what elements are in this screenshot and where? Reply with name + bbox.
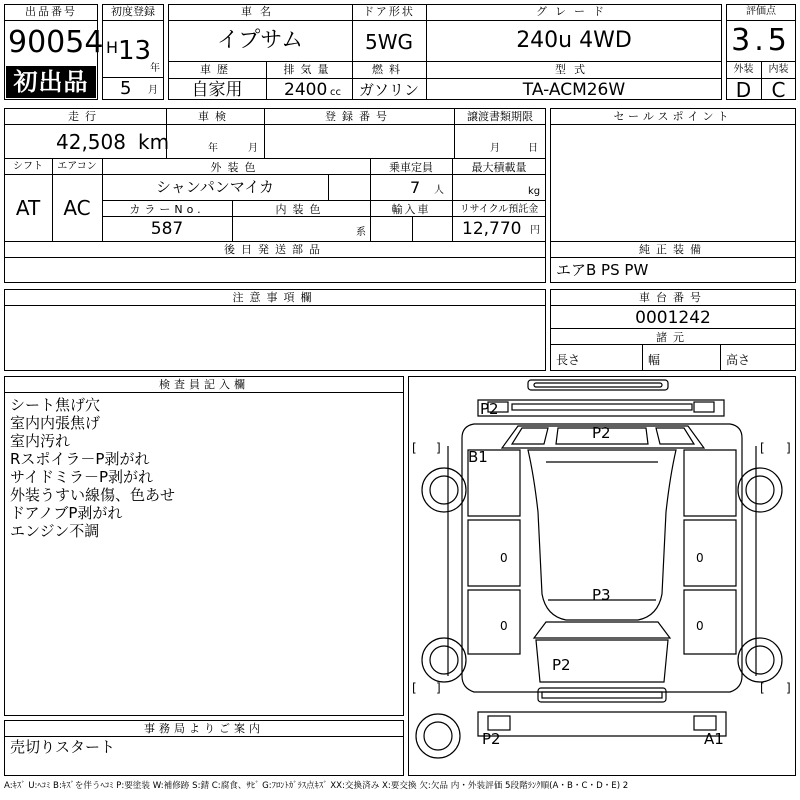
interior-label: 内装	[768, 64, 789, 75]
interior-grade: C	[771, 78, 786, 102]
mark-rear-left-side: B1	[468, 448, 488, 466]
capacity: 7	[410, 178, 421, 197]
interior-color-label: 内装色	[275, 203, 327, 216]
recycle-unit: 円	[530, 225, 540, 236]
notes-label: 注意事項欄	[232, 291, 318, 304]
door-label: ドア形状	[363, 5, 415, 18]
inspector-note: シート焦げ穴	[10, 396, 101, 414]
inspector-note: 外装うすい線傷、色あせ	[10, 486, 176, 504]
reg-year: 13	[118, 36, 152, 66]
month-unit: 月	[148, 85, 158, 96]
svg-text:0: 0	[696, 619, 704, 633]
reg-month: 5	[120, 78, 132, 99]
svg-text:[: [	[412, 441, 417, 455]
era: H	[106, 38, 119, 57]
history: 自家用	[191, 80, 243, 100]
mark-front-left: P2	[482, 730, 501, 748]
lot-number: 90054	[8, 25, 104, 60]
score: 3.5	[731, 23, 791, 58]
import-label: 輸入車	[391, 203, 431, 216]
genuine-equipment: エアB PS PW	[556, 261, 649, 279]
model-label: 型式	[555, 63, 593, 76]
load-unit: kg	[528, 186, 541, 197]
inspector-notes	[10, 396, 175, 540]
displacement-unit: cc	[330, 87, 341, 98]
ac-label: エアコン	[57, 161, 97, 172]
grade: 240u 4WD	[516, 28, 632, 53]
mileage: 42,508	[56, 130, 126, 154]
inspection-year-unit: 年	[208, 143, 218, 154]
sales-point-label: セールスポイント	[613, 110, 733, 123]
inspector-note: エンジン不調	[10, 522, 100, 540]
inspector-note: 室内汚れ	[10, 432, 71, 450]
length-label: 長さ	[556, 353, 581, 367]
grade-label: グレード	[536, 5, 612, 18]
office-note: 売切りスタート	[10, 738, 116, 756]
inspector-note: Rスポイラ－P剥がれ	[10, 450, 150, 468]
shift-label: シフト	[13, 161, 43, 172]
chassis-label: 車台番号	[639, 291, 707, 304]
interior-color-unit: 系	[356, 227, 366, 238]
inspector-note: サイドミラ－P剥がれ	[10, 468, 153, 486]
first-reg-label: 初度登録	[111, 5, 155, 18]
mark-front-right: A1	[704, 730, 724, 748]
capacity-label: 乗車定員	[389, 161, 433, 174]
transfer-month-unit: 月	[490, 143, 500, 154]
model: TA-ACM26W	[522, 80, 626, 100]
car-name-label: 車名	[241, 5, 279, 18]
color-no-label: カラーNo.	[129, 203, 205, 216]
inspection-month-unit: 月	[248, 143, 258, 154]
inspector-note: ドアノブP剥がれ	[10, 504, 123, 522]
first-listing-badge: 初出品	[6, 66, 96, 98]
displacement-label: 排気量	[283, 63, 335, 76]
genuine-equipment-label: 純正装備	[639, 243, 707, 256]
fuel: ガソリン	[358, 81, 419, 99]
year-unit: 年	[150, 63, 160, 74]
svg-text:0: 0	[500, 619, 508, 633]
fuel-label: 燃料	[372, 63, 406, 76]
shift: AT	[15, 196, 41, 220]
width-label: 幅	[648, 353, 661, 367]
displacement: 2400	[284, 80, 328, 100]
office-label: 事務局よりご案内	[144, 722, 264, 735]
door: 5WG	[365, 30, 413, 54]
color-label: 外装色	[210, 161, 262, 174]
svg-text:[: [	[760, 681, 765, 695]
capacity-unit: 人	[434, 185, 444, 196]
score-label: 評価点	[746, 6, 776, 17]
recycle: 12,770	[462, 219, 522, 239]
svg-text:]: ]	[786, 441, 791, 455]
mark-hood: P2	[552, 656, 571, 674]
svg-text:]: ]	[786, 681, 791, 695]
mark-rear-glass: P2	[592, 424, 611, 442]
load-label: 最大積載量	[471, 161, 527, 174]
transfer-day-unit: 日	[528, 143, 538, 154]
reg-no-label: 登録番号	[325, 110, 393, 123]
svg-text:[: [	[760, 441, 765, 455]
height-label: 高さ	[726, 353, 751, 367]
legend: A:ｷｽﾞ U:ﾍｺﾐ B:ｷｽﾞを伴うﾍｺﾐ P:要塗装 W:補修跡 S:錆 C:腐食、ｻﾋﾞ G:ﾌﾛﾝﾄｶﾞﾗｽ点ｷｽﾞ XX:交換済み X:要交換 欠:欠品 内・外装評価 5段階ﾗﾝｸ順(A・B・C・D・E) 2	[4, 781, 629, 791]
mark-roof: P3	[592, 586, 611, 604]
svg-text:]: ]	[436, 441, 441, 455]
sales-point-box	[550, 108, 796, 242]
transfer-label: 譲渡書類期限	[467, 110, 533, 123]
mark-rear-left: P2	[480, 400, 499, 418]
svg-text:0: 0	[500, 551, 508, 565]
later-parts-label: 後日発送部品	[224, 243, 326, 256]
exterior-label: 外装	[733, 64, 754, 75]
mileage-label: 走行	[68, 110, 102, 123]
svg-text:[: [	[412, 681, 417, 695]
mileage-unit: km	[138, 130, 170, 154]
ac: AC	[63, 196, 91, 220]
lot-label: 出品番号	[25, 5, 77, 18]
inspector-note: 室内内張焦げ	[10, 414, 101, 432]
exterior-grade: D	[735, 78, 752, 102]
svg-text:]: ]	[436, 681, 441, 695]
color-no: 587	[150, 219, 184, 239]
specs-label: 諸元	[656, 331, 690, 344]
inspector-label: 検査員記入欄	[159, 378, 249, 391]
svg-text:0: 0	[696, 551, 704, 565]
recycle-label: リサイクル預託金	[459, 204, 539, 215]
color: シャンパンマイカ	[156, 178, 274, 196]
chassis: 0001242	[635, 308, 711, 328]
inspection-label: 車検	[198, 110, 232, 123]
history-label: 車歴	[200, 63, 234, 76]
car-name: イプサム	[216, 28, 304, 53]
